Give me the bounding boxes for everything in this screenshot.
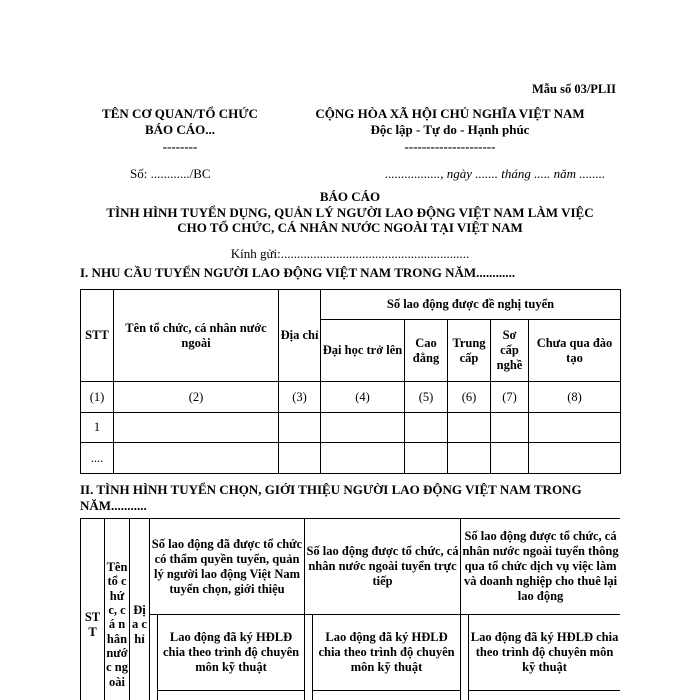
cell	[405, 443, 448, 474]
demand-table	[80, 289, 621, 474]
report-subtitle-line2: CHO TỔ CHỨC, CÁ NHÂN NƯỚC NGOÀI TẠI VIỆT NAM	[177, 220, 523, 236]
national-title: CỘNG HÒA XÃ HỘI CHỦ NGHĨA VIỆT NAM	[315, 106, 585, 121]
header-intermediate: Trung cấp	[448, 320, 491, 382]
column-number: (4)	[321, 382, 405, 413]
header-elementary: Sơ cấp nghề	[491, 320, 529, 382]
cell	[529, 413, 621, 443]
header-stt: STT	[81, 290, 114, 382]
cell	[158, 691, 305, 700]
selection-table	[80, 518, 620, 700]
header-direct-recruitment: Số lao động được tổ chức, cá nhân nước ngoài tuyển trực tiếp	[305, 519, 461, 615]
cell	[491, 443, 529, 474]
agency-block	[80, 106, 280, 155]
row-stt: ....	[81, 443, 114, 474]
cell	[321, 443, 405, 474]
column-number: (1)	[81, 382, 114, 413]
agency-divider: --------	[162, 138, 198, 154]
header-service-recruitment: Số lao động được tổ chức, cá nhân nước ngoài tuyển thông qua tổ chức dịch vụ việc làm và doanh nghiệp cho thuê lại lao động	[461, 519, 620, 615]
report-subtitle-line1: TÌNH HÌNH TUYỂN DỤNG, QUẢN LÝ NGƯỜI LAO ĐỘNG VIỆT NAM LÀM VIỆC	[106, 204, 594, 220]
form-code: Mẫu số 03/PLII	[531, 82, 616, 96]
table-row	[81, 443, 621, 474]
cell	[114, 443, 279, 474]
column-number: (6)	[448, 382, 491, 413]
table-row	[81, 413, 621, 443]
document-number: Số: ............/BC	[130, 166, 211, 181]
cell	[321, 413, 405, 443]
header-authorized-selection: Số lao động đã được tổ chức có thẩm quyền tuyển, quản lý người lao động Việt Nam tuyển chọn, giới thiệu	[150, 519, 305, 615]
agency-report-label: BÁO CÁO...	[144, 122, 216, 138]
header-org-name: Tên tổ chức, cá nhân nước ngoài	[114, 290, 279, 382]
column-number: (7)	[491, 382, 529, 413]
place-date: ................., ngày ....... tháng ..... năm ........	[385, 166, 606, 181]
national-divider: ---------------------	[404, 138, 496, 154]
header-stt: STT	[81, 519, 105, 700]
cell	[313, 691, 461, 700]
column-number: (3)	[279, 382, 321, 413]
header-signed-contract: Lao động đã ký HĐLĐ chia theo trình độ chuyên môn kỹ thuật	[469, 615, 620, 691]
row-stt: 1	[81, 413, 114, 443]
header-address: Địa chỉ	[279, 290, 321, 382]
report-heading	[80, 189, 620, 236]
national-motto-block	[290, 106, 610, 155]
column-number-row	[81, 382, 621, 413]
recipient-line: Kính gửi:..........................................................	[230, 246, 470, 261]
national-motto: Độc lập - Tự do - Hạnh phúc	[370, 122, 530, 138]
header-proposed-workers: Số lao động được đề nghị tuyển	[321, 290, 621, 320]
cell	[279, 413, 321, 443]
cell	[448, 443, 491, 474]
header-signed-contract: Lao động đã ký HĐLĐ chia theo trình độ chuyên môn kỹ thuật	[313, 615, 461, 691]
selection-table-container	[80, 518, 620, 700]
header-university: Đại học trở lên	[321, 320, 405, 382]
header-untrained: Chưa qua đào tạo	[529, 320, 621, 382]
cell	[405, 413, 448, 443]
section-2-title: II. TÌNH HÌNH TUYỂN CHỌN, GIỚI THIỆU NGƯỜI LAO ĐỘNG VIỆT NAM TRONG NĂM...........	[80, 482, 582, 514]
cell	[114, 413, 279, 443]
column-number: (2)	[114, 382, 279, 413]
column-number: (5)	[405, 382, 448, 413]
cell	[469, 691, 620, 700]
header-college: Cao đẳng	[405, 320, 448, 382]
header-signed-contract: Lao động đã ký HĐLĐ chia theo trình độ chuyên môn kỹ thuật	[158, 615, 305, 691]
header-org-name: Tên tổ chức, cá nhân nước ngoài	[105, 519, 130, 700]
cell	[150, 615, 158, 700]
header-address: Địa chỉ	[130, 519, 150, 700]
agency-name: TÊN CƠ QUAN/TỔ CHỨC	[102, 106, 258, 121]
section-1-title: I. NHU CẦU TUYỂN NGƯỜI LAO ĐỘNG VIỆT NAM TRONG NĂM............	[80, 265, 516, 280]
report-title: BÁO CÁO	[319, 189, 381, 204]
cell	[279, 443, 321, 474]
cell	[461, 615, 469, 700]
cell	[529, 443, 621, 474]
column-number: (8)	[529, 382, 621, 413]
cell	[305, 615, 313, 700]
cell	[491, 413, 529, 443]
cell	[448, 413, 491, 443]
